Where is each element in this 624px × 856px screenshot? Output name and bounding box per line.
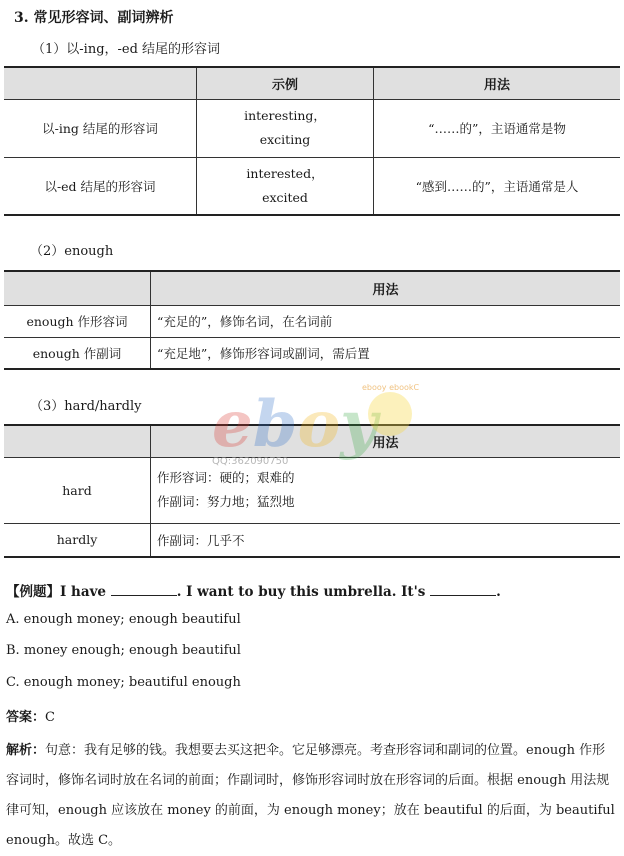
part3-heading: （3）hard/hardly	[30, 399, 142, 414]
table-header-cell	[4, 67, 197, 99]
part1-table	[4, 66, 620, 216]
section-number: 3.	[14, 10, 29, 26]
watermark-letter: b	[252, 387, 298, 462]
example-word: excited	[262, 189, 308, 205]
example-text: I have	[60, 584, 111, 600]
table-header-row	[4, 425, 620, 457]
part1-heading: （1）以-ing，-ed 结尾的形容词	[32, 42, 221, 57]
table-cell	[151, 457, 621, 523]
usage-line: 作副词：努力地；猛烈地	[157, 494, 295, 509]
section-title-text: 常见形容词、副词辨析	[33, 10, 174, 26]
table-row	[4, 157, 620, 215]
answer-value: C	[45, 710, 55, 725]
explanation	[6, 736, 618, 856]
table-row	[4, 457, 620, 523]
example-word: interesting，	[244, 108, 326, 123]
watermark-qq: QQ:362090750	[212, 456, 289, 467]
watermark-letter: o	[297, 387, 341, 462]
usage-line: 作形容词：硬的；艰难的	[157, 470, 295, 485]
table-header-cell: 用法	[151, 425, 621, 457]
example-text: .	[496, 584, 501, 600]
option-a: A. enough money; enough beautiful	[6, 612, 241, 627]
table-header-row	[4, 67, 620, 99]
option-b: B. money enough; enough beautiful	[6, 643, 241, 658]
table-header-cell	[4, 425, 151, 457]
table-cell: “……的”，主语通常是物	[374, 99, 621, 157]
table-cell: “充足地”，修饰形容词或副词，需后置	[151, 337, 621, 369]
table-row	[4, 337, 620, 369]
part2-heading: （2）enough	[30, 244, 114, 259]
table-header-cell: 用法	[151, 271, 621, 305]
table-cell: enough 作形容词	[4, 305, 151, 337]
part2-table	[4, 270, 620, 370]
table-cell: hard	[4, 457, 151, 523]
example-word: exciting	[259, 132, 311, 147]
explanation-label: 解析：	[6, 743, 46, 758]
option-c: C. enough money; beautiful enough	[6, 675, 241, 690]
part3-table	[4, 424, 620, 558]
answer	[6, 706, 55, 725]
table-header-cell: 用法	[374, 67, 621, 99]
table-cell: “充足的”，修饰名词，在名词前	[151, 305, 621, 337]
table-header-cell	[4, 271, 151, 305]
table-cell	[197, 99, 374, 157]
table-row	[4, 523, 620, 557]
watermark-letter: y	[340, 387, 378, 462]
table-row	[4, 99, 620, 157]
example-label: 【例题】	[6, 584, 60, 600]
table-cell: hardly	[4, 523, 151, 557]
explanation-text: 句意：我有足够的钱。我想要去买这把伞。它足够漂亮。考查形容词和副词的位置。enough 作形容词时，修饰名词时放在名词的前面；作副词时，修饰形容词时放在形容词的后面。根据 enough 用法规律可知，enough 应该放在 money 的前面，为 enough money；放在 beautiful 的后面，为 beautiful enough。故选 C。	[6, 743, 615, 848]
table-cell: 作副词：几乎不	[151, 523, 621, 557]
answer-label: 答案：	[6, 710, 46, 725]
table-cell: 以-ed 结尾的形容词	[4, 157, 197, 215]
example-text: . I want to buy this umbrella. It's	[176, 584, 431, 600]
answer-blank	[430, 583, 496, 596]
table-header-row	[4, 271, 620, 305]
table-cell	[197, 157, 374, 215]
example-question	[6, 580, 501, 600]
watermark-letter: e	[212, 387, 253, 462]
section-title	[14, 7, 174, 27]
table-cell: enough 作副词	[4, 337, 151, 369]
answer-blank	[111, 583, 177, 596]
watermark-small: ebooy ebookC	[362, 383, 420, 392]
table-cell: “感到……的”，主语通常是人	[374, 157, 621, 215]
example-word: interested，	[246, 165, 324, 181]
table-cell: 以-ing 结尾的形容词	[4, 99, 197, 157]
table-row	[4, 305, 620, 337]
table-header-cell: 示例	[197, 67, 374, 99]
